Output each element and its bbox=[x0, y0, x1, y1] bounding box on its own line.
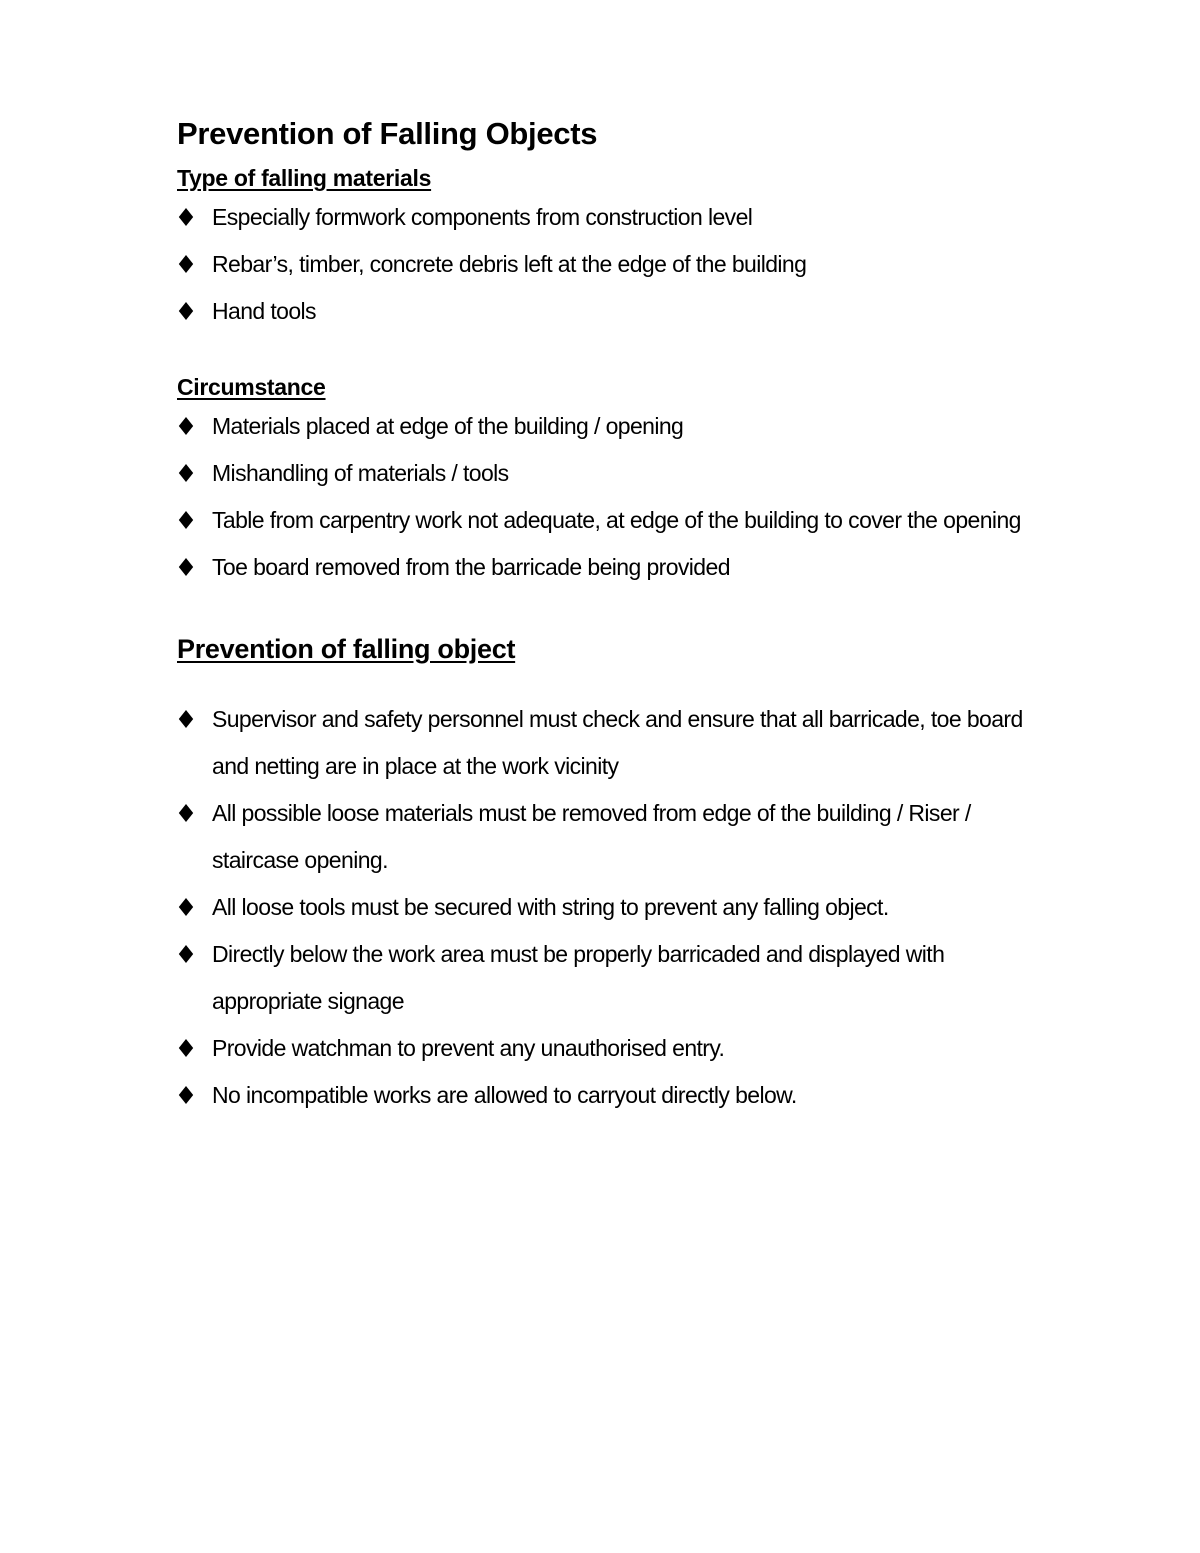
list-item bbox=[177, 884, 1037, 931]
list-item-text: Mishandling of materials / tools bbox=[212, 460, 509, 486]
list-item bbox=[177, 544, 1037, 591]
list-item-text: Especially formwork components from construction level bbox=[212, 204, 753, 230]
prevention-list bbox=[177, 696, 1037, 1119]
list-item bbox=[177, 1025, 1037, 1072]
document-content bbox=[177, 112, 1037, 1119]
list-item-text: Hand tools bbox=[212, 298, 316, 324]
section-heading-type-of-falling-materials: Type of falling materials bbox=[177, 165, 432, 191]
list-item-text: All loose tools must be secured with string to prevent any falling object. bbox=[212, 894, 889, 920]
list-item bbox=[177, 696, 1037, 790]
diamond-bullet-icon bbox=[177, 511, 195, 529]
list-item-text: Directly below the work area must be properly barricaded and displayed with appropriate signage bbox=[212, 941, 945, 1014]
diamond-bullet-icon bbox=[177, 804, 195, 822]
list-item-text: No incompatible works are allowed to carryout directly below. bbox=[212, 1082, 797, 1108]
list-item-text: All possible loose materials must be removed from edge of the building / Riser / staircase opening. bbox=[212, 800, 971, 873]
list-item bbox=[177, 241, 1037, 288]
list-item bbox=[177, 1072, 1037, 1119]
diamond-bullet-icon bbox=[177, 302, 195, 320]
list-item bbox=[177, 790, 1037, 884]
diamond-bullet-icon bbox=[177, 898, 195, 916]
circumstance-list bbox=[177, 403, 1037, 591]
list-item-text: Rebar’s, timber, concrete debris left at the edge of the building bbox=[212, 251, 807, 277]
diamond-bullet-icon bbox=[177, 1039, 195, 1057]
list-item-text: Toe board removed from the barricade being provided bbox=[212, 554, 730, 580]
page-title: Prevention of Falling Objects bbox=[177, 116, 598, 151]
diamond-bullet-icon bbox=[177, 464, 195, 482]
falling-materials-list bbox=[177, 194, 1037, 335]
diamond-bullet-icon bbox=[177, 558, 195, 576]
diamond-bullet-icon bbox=[177, 945, 195, 963]
list-item bbox=[177, 403, 1037, 450]
diamond-bullet-icon bbox=[177, 255, 195, 273]
list-item-text: Provide watchman to prevent any unauthorised entry. bbox=[212, 1035, 725, 1061]
list-item-text: Materials placed at edge of the building / opening bbox=[212, 413, 684, 439]
list-item bbox=[177, 497, 1037, 544]
diamond-bullet-icon bbox=[177, 208, 195, 226]
list-item-text: Supervisor and safety personnel must check and ensure that all barricade, toe board and netting are in place at the work vicinity bbox=[212, 706, 1023, 779]
list-item bbox=[177, 288, 1037, 335]
list-item bbox=[177, 931, 1037, 1025]
section-heading-prevention-of-falling-object: Prevention of falling object bbox=[177, 634, 516, 664]
list-item bbox=[177, 194, 1037, 241]
list-item bbox=[177, 450, 1037, 497]
section-heading-circumstance: Circumstance bbox=[177, 374, 326, 400]
diamond-bullet-icon bbox=[177, 417, 195, 435]
diamond-bullet-icon bbox=[177, 710, 195, 728]
diamond-bullet-icon bbox=[177, 1086, 195, 1104]
list-item-text: Table from carpentry work not adequate, at edge of the building to cover the opening bbox=[212, 507, 1021, 533]
